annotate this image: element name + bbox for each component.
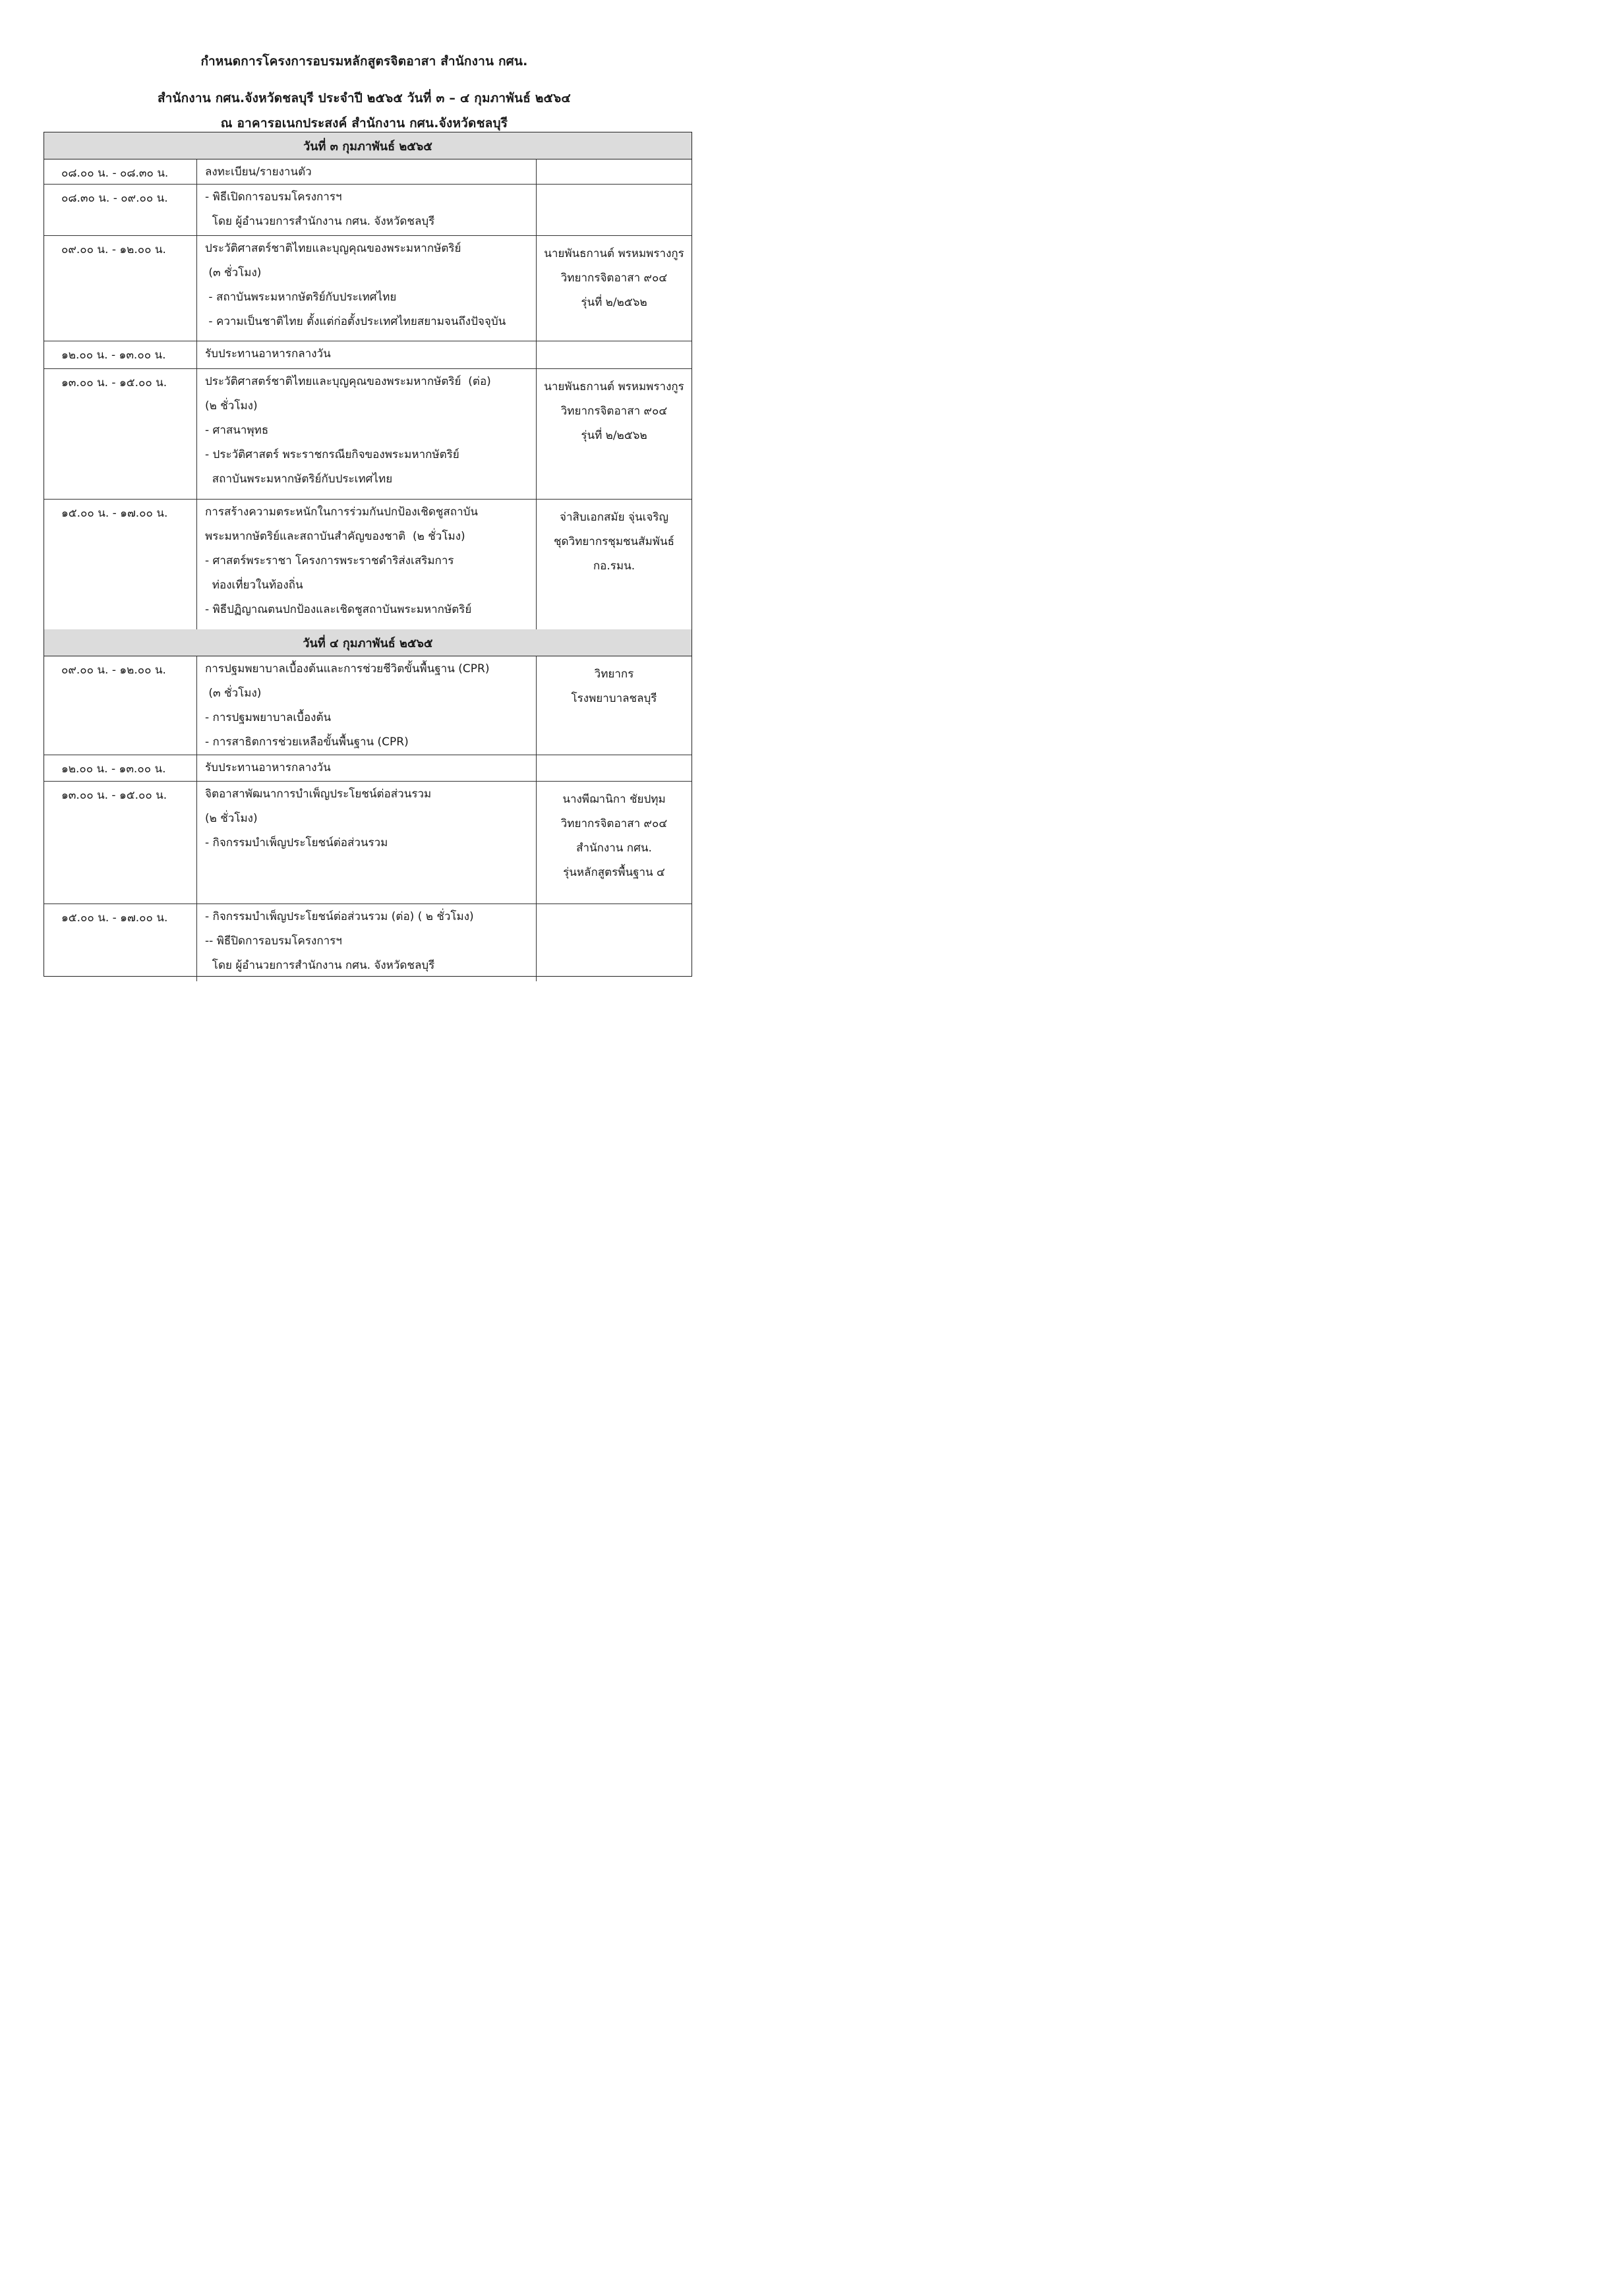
speaker-cell [536, 341, 692, 368]
topic-line: การสร้างความตระหนักในการร่วมกันปกป้องเชิดชูสถาบัน [205, 505, 479, 519]
speaker-cell [536, 755, 692, 781]
time-cell: ๑๓.๐๐ น. - ๑๕.๐๐ น. [44, 781, 197, 904]
time-cell: ๐๘.๓๐ น. - ๐๙.๐๐ น. [44, 184, 197, 235]
speaker-cell [536, 235, 692, 341]
topic-line: - ศาสตร์พระราชา โครงการพระราชดำริส่งเสริมการ [205, 554, 454, 567]
document-subtitle: สำนักงาน กศน.จังหวัดชลบุรี ประจำปี ๒๕๖๕ วันที่ ๓ – ๔ กุมภาพันธ์ ๒๕๖๔ [158, 91, 571, 105]
speaker-line: ชุดวิทยากรชุมชนสัมพันธ์ [554, 535, 674, 548]
schedule-row [44, 368, 692, 500]
topic-line: รับประทานอาหารกลางวัน [205, 761, 331, 774]
speaker-line: นายพันธกานต์ พรหมพรางกูร [544, 247, 684, 260]
topic-line: - สถาบันพระมหากษัตริย์กับประเทศไทย [205, 291, 397, 304]
topic-cell [197, 341, 536, 368]
topic-line: (๒ ชั่วโมง) [205, 399, 258, 413]
time-cell: ๑๒.๐๐ น. - ๑๓.๐๐ น. [44, 755, 197, 781]
topic-cell [197, 499, 536, 629]
topic-cell [197, 904, 536, 981]
topic-line: (๓ ชั่วโมง) [205, 687, 262, 700]
speaker-line: วิทยากรจิตอาสา ๙๐๔ [560, 817, 668, 830]
speaker-line: โรงพยาบาลชลบุรี [571, 692, 657, 705]
speaker-line: กอ.รมน. [593, 560, 635, 573]
time-cell: ๑๕.๐๐ น. - ๑๗.๐๐ น. [44, 499, 197, 629]
speaker-line: รุ่นที่ ๒/๒๕๖๒ [581, 296, 647, 309]
document-venue: ณ อาคารอเนกประสงค์ สำนักงาน กศน.จังหวัดชลบุรี [220, 116, 508, 130]
document-title: กำหนดการโครงการอบรมหลักสูตรจิตอาสา สำนักงาน กศน. [200, 54, 528, 69]
topic-cell [197, 184, 536, 235]
speaker-cell [536, 159, 692, 184]
time-cell: ๑๓.๐๐ น. - ๑๕.๐๐ น. [44, 368, 197, 499]
topic-line: ประวัติศาสตร์ชาติไทยและบุญคุณของพระมหากษัตริย์ [205, 242, 461, 255]
schedule-row [44, 499, 692, 630]
speaker-line: วิทยากรจิตอาสา ๙๐๔ [560, 405, 668, 418]
topic-line: (๒ ชั่วโมง) [205, 812, 258, 825]
schedule-row [44, 656, 692, 755]
topic-line: โดย ผู้อำนวยการสำนักงาน กศน. จังหวัดชลบุรี [205, 959, 435, 972]
time-cell: ๑๒.๐๐ น. - ๑๓.๐๐ น. [44, 341, 197, 368]
topic-line: ลงทะเบียน/รายงานตัว [205, 165, 312, 179]
topic-line: รับประทานอาหารกลางวัน [205, 347, 331, 360]
topic-cell [197, 755, 536, 781]
schedule-row [44, 184, 692, 236]
speaker-cell [536, 904, 692, 981]
topic-cell [197, 656, 536, 755]
day-header: วันที่ ๓ กุมภาพันธ์ ๒๕๖๕ [44, 132, 692, 159]
topic-line: - การปฐมพยาบาลเบื้องต้น [205, 711, 332, 724]
speaker-line: วิทยากรจิตอาสา ๙๐๔ [560, 272, 668, 285]
topic-line: - กิจกรรมบำเพ็ญประโยชน์ต่อส่วนรวม [205, 836, 388, 849]
topic-line: - ศาสนาพุทธ [205, 424, 269, 437]
speaker-cell [536, 656, 692, 755]
speaker-cell [536, 184, 692, 235]
schedule-row [44, 341, 692, 369]
time-cell: ๐๘.๐๐ น. - ๐๘.๓๐ น. [44, 159, 197, 184]
schedule-row [44, 781, 692, 904]
speaker-line: สำนักงาน กศน. [576, 842, 652, 855]
topic-line: - พิธีปฏิญาณตนปกป้องและเชิดชูสถาบันพระมหากษัตริย์ [205, 603, 472, 616]
time-cell: ๐๙.๐๐ น. - ๑๒.๐๐ น. [44, 235, 197, 341]
topic-line: - พิธีเปิดการอบรมโครงการฯ [205, 190, 342, 204]
topic-line: - การสาธิตการช่วยเหลือขั้นพื้นฐาน (CPR) [205, 735, 409, 749]
speaker-line: รุ่นหลักสูตรพื้นฐาน ๔ [563, 866, 665, 879]
speaker-line: จ่าสิบเอกสมัย จุ่นเจริญ [560, 511, 668, 524]
topic-line: - กิจกรรมบำเพ็ญประโยชน์ต่อส่วนรวม (ต่อ) ( ๒ ชั่วโมง) [205, 910, 474, 923]
schedule-row [44, 235, 692, 341]
topic-line: พระมหากษัตริย์และสถาบันสำคัญของชาติ (๒ ชั่วโมง) [205, 530, 465, 543]
speaker-line: รุ่นที่ ๒/๒๕๖๒ [581, 429, 647, 442]
topic-line: การปฐมพยาบาลเบื้องต้นและการช่วยชีวิตขั้นพื้นฐาน (CPR) [205, 662, 490, 675]
speaker-cell [536, 368, 692, 499]
topic-line: - ความเป็นชาติไทย ตั้งแต่ก่อตั้งประเทศไทยสยามจนถึงปัจจุบัน [205, 315, 506, 328]
topic-line: จิตอาสาพัฒนาการบำเพ็ญประโยชน์ต่อส่วนรวม [205, 788, 432, 801]
schedule-row [44, 755, 692, 782]
speaker-line: วิทยากร [594, 668, 634, 681]
time-cell: ๑๕.๐๐ น. - ๑๗.๐๐ น. [44, 904, 197, 981]
topic-line: ประวัติศาสตร์ชาติไทยและบุญคุณของพระมหากษัตริย์ (ต่อ) [205, 375, 491, 388]
topic-cell [197, 368, 536, 499]
topic-cell [197, 159, 536, 184]
speaker-cell [536, 499, 692, 629]
speaker-line: นายพันธกานต์ พรหมพรางกูร [544, 380, 684, 393]
speaker-cell [536, 781, 692, 904]
speaker-line: นางพีฌานิกา ชัยปทุม [562, 793, 666, 806]
topic-line: ท่องเที่ยวในท้องถิ่น [205, 579, 303, 592]
time-cell: ๐๙.๐๐ น. - ๑๒.๐๐ น. [44, 656, 197, 755]
topic-line: - ประวัติศาสตร์ พระราชกรณียกิจของพระมหากษัตริย์ [205, 448, 459, 461]
schedule-row [44, 159, 692, 185]
day-header: วันที่ ๔ กุมภาพันธ์ ๒๕๖๕ [44, 629, 692, 656]
topic-line: -- พิธีปิดการอบรมโครงการฯ [205, 934, 342, 948]
topic-line: (๓ ชั่วโมง) [205, 266, 262, 279]
schedule-table [44, 132, 692, 977]
topic-line: โดย ผู้อำนวยการสำนักงาน กศน. จังหวัดชลบุรี [205, 215, 435, 228]
topic-line: สถาบันพระมหากษัตริย์กับประเทศไทย [205, 473, 393, 486]
topic-cell [197, 235, 536, 341]
schedule-row [44, 904, 692, 981]
topic-cell [197, 781, 536, 904]
